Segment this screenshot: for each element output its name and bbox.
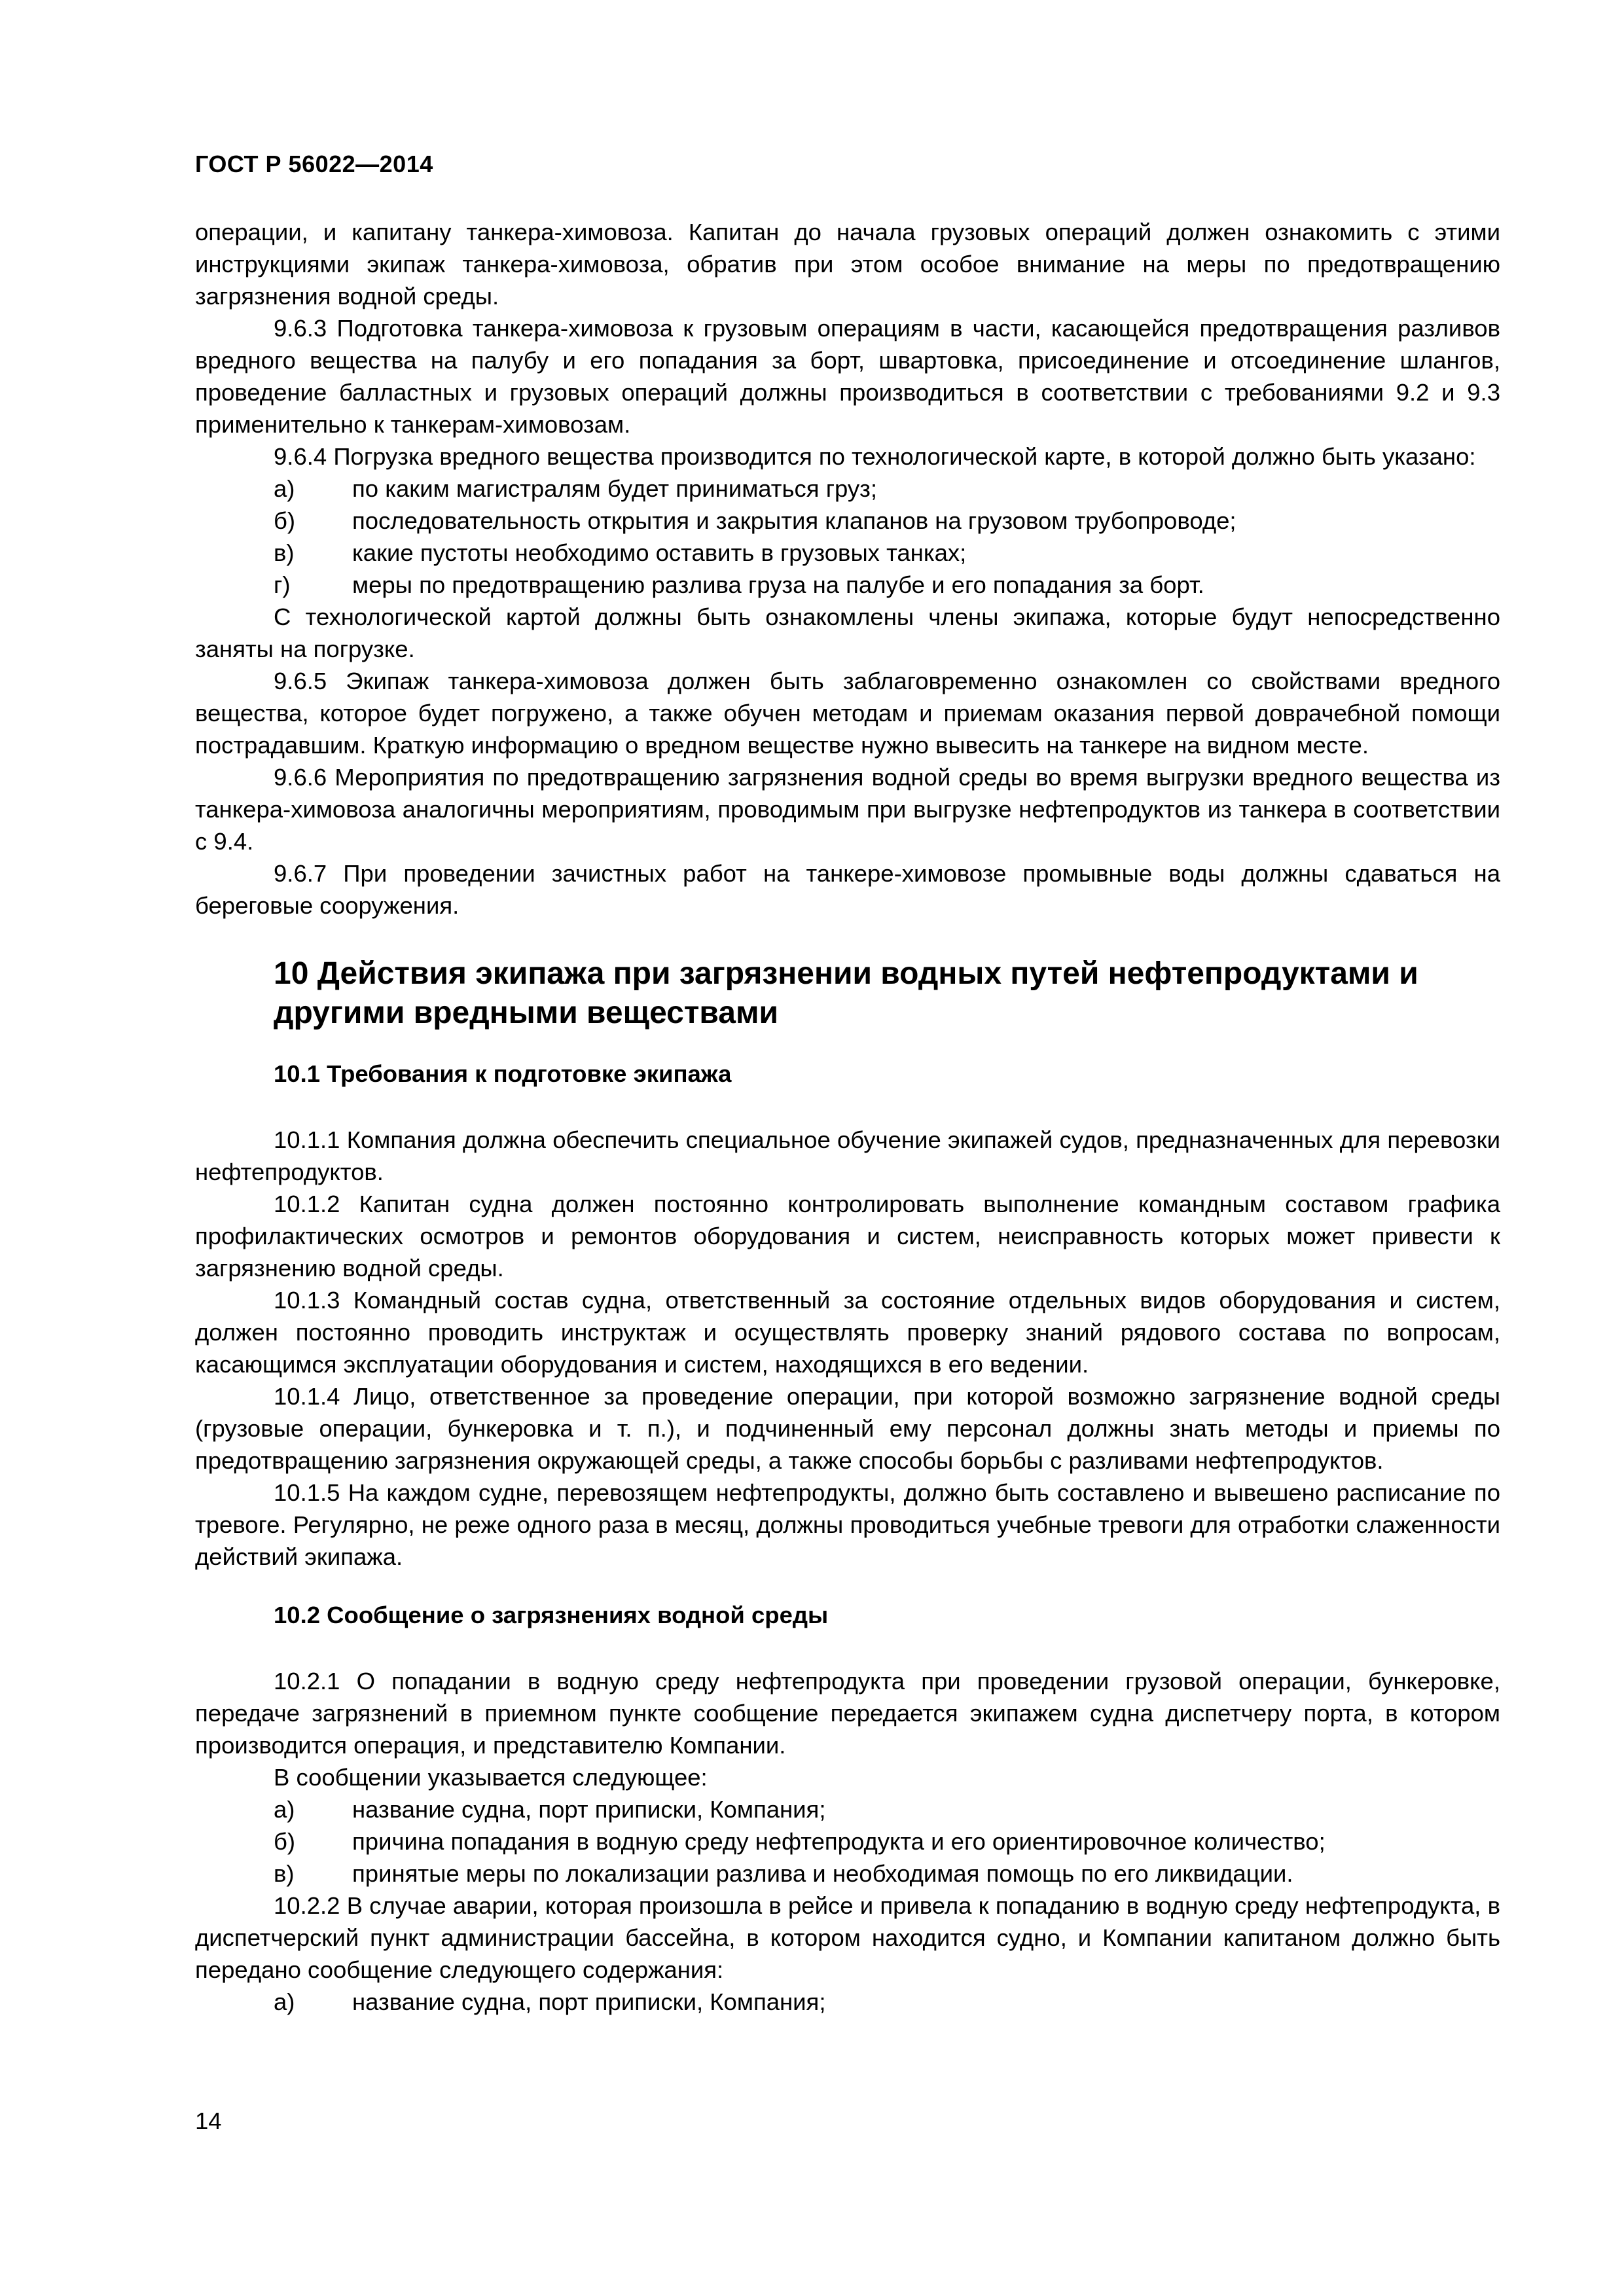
list-text: меры по предотвращению разлива груза на палубе и его попадания за борт.	[352, 571, 1204, 598]
list-item	[195, 505, 1500, 537]
list-text: название судна, порт приписки, Компания;	[352, 1796, 826, 1823]
paragraph-9-6-3: 9.6.3 Подготовка танкера-химовоза к грузовым операциям в части, касающейся предотвращения разливов вредного вещества на палубу и его попадания за борт, швартовка, присоединение и отсоединение шлангов, проведение балластных и грузовых операций должны производиться в соответствии с требованиями 9.2 и 9.3 применительно к танкерам-химовозам.	[195, 315, 1500, 438]
subsection-10-1-title: 10.1 Требования к подготовке экипажа	[274, 1060, 732, 1087]
paragraph-10-1-2: 10.1.2 Капитан судна должен постоянно контролировать выполнение командным составом графика профилактических осмотров и ремонтов оборудования и систем, неисправность которых может привести к загрязнению водной среды.	[195, 1191, 1500, 1282]
list-10-2-2	[195, 1986, 1500, 2018]
list-marker: а)	[274, 475, 295, 502]
paragraph-9-6-4: 9.6.4 Погрузка вредного вещества производится по технологической карте, в которой должно быть указано:	[274, 443, 1476, 470]
list-text: принятые меры по локализации разлива и необходимая помощь по его ликвидации.	[352, 1860, 1293, 1887]
list-text: по каким магистралям будет приниматься груз;	[352, 475, 878, 502]
paragraph-10-1-5: 10.1.5 На каждом судне, перевозящем нефтепродукты, должно быть составлено и вывешено расписание по тревоге. Регулярно, не реже одного раза в месяц, должны проводиться учебные тревоги для отработки слаженности действий экипажа.	[195, 1479, 1500, 1570]
list-item	[195, 569, 1500, 601]
document-body	[195, 216, 1500, 2018]
list-item	[195, 537, 1500, 569]
subsection-10-2-title: 10.2 Сообщение о загрязнениях водной среды	[274, 1602, 829, 1628]
list-text: последовательность открытия и закрытия клапанов на грузовом трубопроводе;	[352, 507, 1236, 534]
list-marker: б)	[274, 507, 296, 534]
list-marker: в)	[274, 539, 295, 566]
paragraph-9-6-7: 9.6.7 При проведении зачистных работ на танкере-химовозе промывные воды должны сдаваться на береговые сооружения.	[195, 860, 1500, 919]
list-marker: в)	[274, 1860, 295, 1887]
list-item	[195, 1857, 1500, 1890]
list-item	[195, 1986, 1500, 2018]
list-text: какие пустоты необходимо оставить в грузовых танках;	[352, 539, 967, 566]
list-item	[195, 1793, 1500, 1825]
document-id-header: ГОСТ Р 56022—2014	[195, 151, 433, 177]
paragraph-10-1-3: 10.1.3 Командный состав судна, ответственный за состояние отдельных видов оборудования и систем, должен постоянно проводить инструктаж и осуществлять проверку знаний рядового состава по вопросам, касающимся эксплуатации оборудования и систем, находящихся в его ведении.	[195, 1287, 1500, 1378]
list-marker: а)	[274, 1796, 295, 1823]
list-10-2-1	[195, 1793, 1500, 1890]
list-marker: г)	[274, 571, 291, 598]
paragraph: В сообщении указывается следующее:	[274, 1764, 708, 1791]
paragraph: операции, и капитану танкера-химовоза. Капитан до начала грузовых операций должен ознакомить с этими инструкциями экипаж танкера-химовоза, обратив при этом особое внимание на меры по предотвращению загрязнения водной среды.	[195, 219, 1500, 310]
paragraph-9-6-6: 9.6.6 Мероприятия по предотвращению загрязнения водной среды во время выгрузки вредного вещества из танкера-химовоза аналогичны мероприятиям, проводимым при выгрузке нефтепродуктов из танкера в соответствии с 9.4.	[195, 764, 1500, 855]
list-marker: б)	[274, 1828, 296, 1855]
page-number: 14	[195, 2108, 222, 2134]
list-text: название судна, порт приписки, Компания;	[352, 1988, 826, 2015]
list-9-6-4	[195, 473, 1500, 601]
paragraph-10-1-1: 10.1.1 Компания должна обеспечить специальное обучение экипажей судов, предназначенных для перевозки нефтепродуктов.	[195, 1126, 1500, 1185]
section-10-title: 10 Действия экипажа при загрязнении водных путей нефтепродуктами и другими вредными веществами	[274, 956, 1418, 1030]
paragraph-10-2-1: 10.2.1 О попадании в водную среду нефтепродукта при проведении грузовой операции, бункеровке, передаче загрязнений в приемном пункте сообщение передается экипажем судна диспетчеру порта, в котором производится операция, и представителю Компании.	[195, 1668, 1500, 1759]
paragraph-10-2-2: 10.2.2 В случае аварии, которая произошла в рейсе и привела к попаданию в водную среду нефтепродукта, в диспетчерский пункт администрации бассейна, в котором находится судно, и Компании капитаном должно быть передано сообщение следующего содержания:	[195, 1892, 1500, 1983]
paragraph-10-1-4: 10.1.4 Лицо, ответственное за проведение операции, при которой возможно загрязнение водной среды (грузовые операции, бункеровка и т. п.), и подчиненный ему персонал должны знать методы и приемы по предотвращению загрязнения окружающей среды, а также способы борьбы с разливами нефтепродуктов.	[195, 1383, 1500, 1474]
paragraph: С технологической картой должны быть ознакомлены члены экипажа, которые будут непосредственно заняты на погрузке.	[195, 603, 1500, 662]
list-item	[195, 473, 1500, 505]
list-marker: а)	[274, 1988, 295, 2015]
list-item	[195, 1825, 1500, 1857]
paragraph-9-6-5: 9.6.5 Экипаж танкера-химовоза должен быть заблаговременно ознакомлен со свойствами вредного вещества, которое будет погружено, а также обучен методам и приемам оказания первой доврачебной помощи пострадавшим. Краткую информацию о вредном веществе нужно вывесить на танкере на видном месте.	[195, 668, 1500, 759]
list-text: причина попадания в водную среду нефтепродукта и его ориентировочное количество;	[352, 1828, 1326, 1855]
